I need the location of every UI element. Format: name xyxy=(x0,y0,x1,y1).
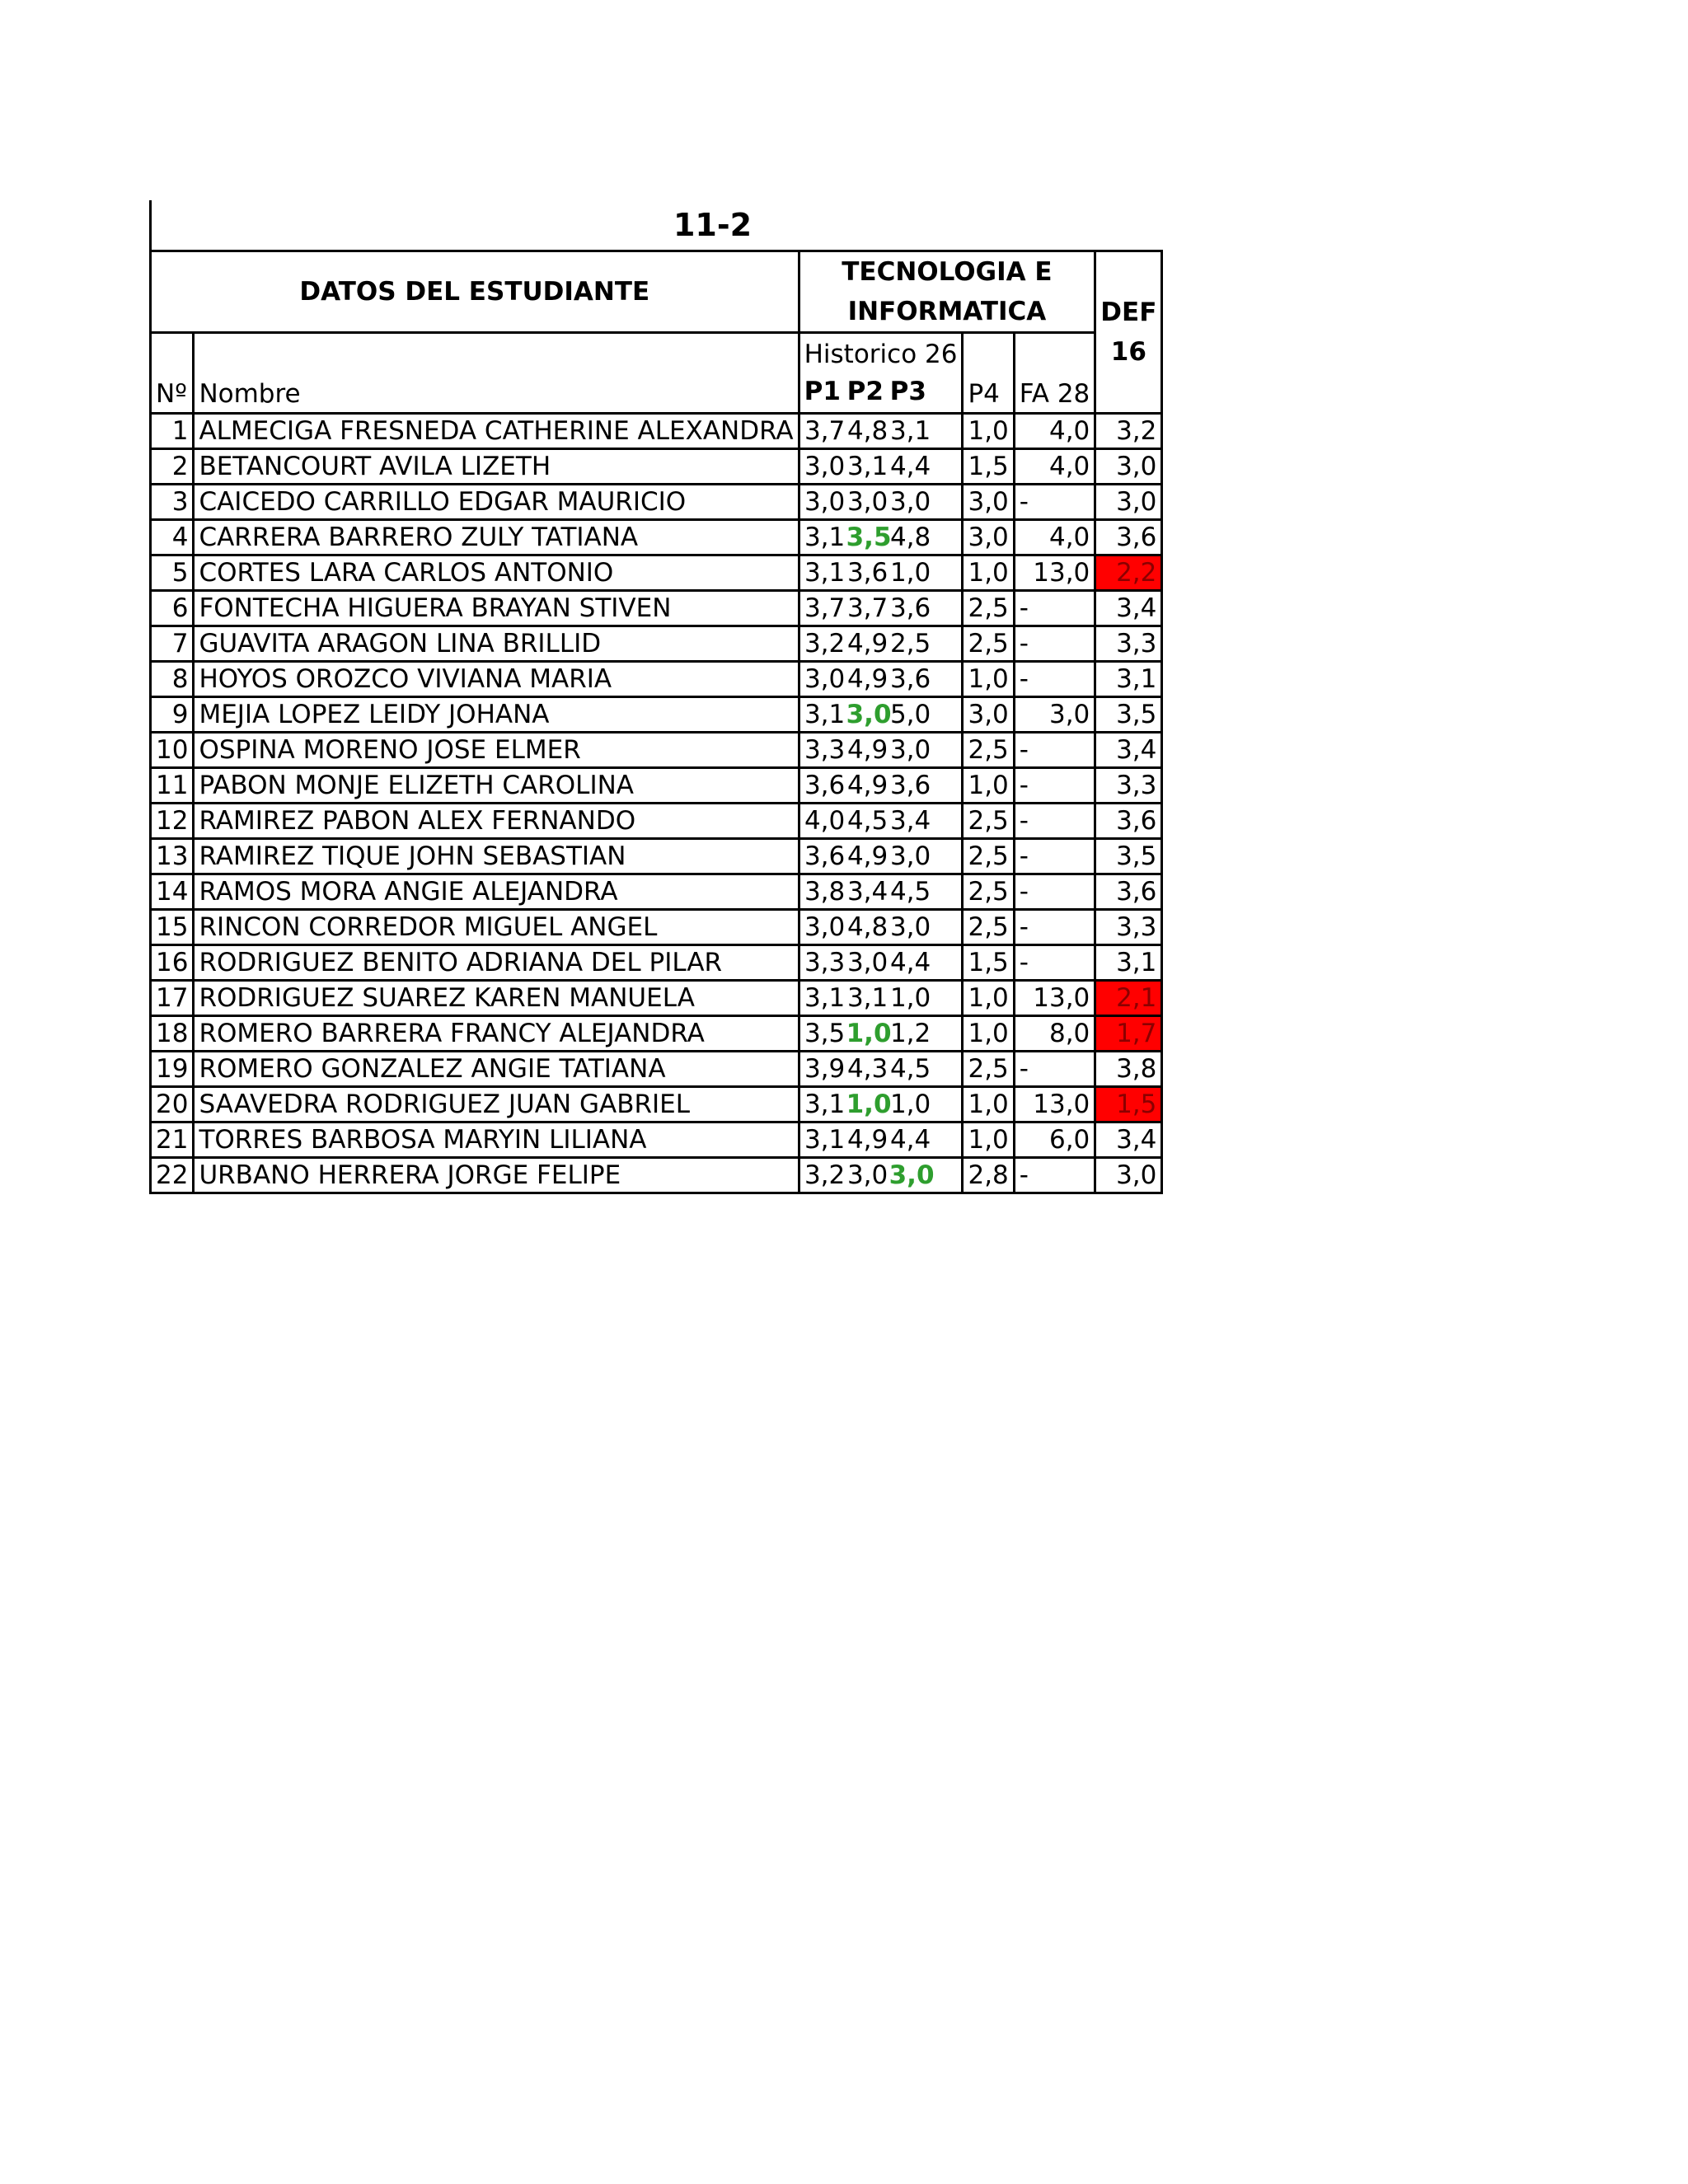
student-number: 19 xyxy=(151,1052,194,1087)
group-title: 11-2 xyxy=(149,200,1273,250)
final-grade: 3,6 xyxy=(1095,874,1162,910)
student-name: RINCON CORREDOR MIGUEL ANGEL xyxy=(194,910,799,945)
student-name: ROMERO BARRERA FRANCY ALEJANDRA xyxy=(194,1016,799,1052)
student-name: RODRIGUEZ BENITO ADRIANA DEL PILAR xyxy=(194,945,799,981)
historic-grades xyxy=(799,626,963,662)
grade-p1: 3,1 xyxy=(804,557,846,588)
final-grade: 1,7 xyxy=(1095,1016,1162,1052)
student-name: ALMECIGA FRESNEDA CATHERINE ALEXANDRA xyxy=(194,414,799,449)
grade-p2: 4,3 xyxy=(846,1053,889,1084)
historic-grades xyxy=(799,1052,963,1087)
student-number: 11 xyxy=(151,768,194,804)
table-row xyxy=(151,804,1162,839)
grade-p4: 1,5 xyxy=(963,449,1014,485)
historic-grades xyxy=(799,874,963,910)
table-row xyxy=(151,874,1162,910)
historic-grades xyxy=(799,555,963,591)
grade-p1: 3,0 xyxy=(804,486,846,517)
p4-header: P4 xyxy=(963,333,1014,414)
student-number: 13 xyxy=(151,839,194,874)
student-name: GUAVITA ARAGON LINA BRILLID xyxy=(194,626,799,662)
student-number: 12 xyxy=(151,804,194,839)
grade-p2: 3,0 xyxy=(846,699,892,729)
final-grade: 3,5 xyxy=(1095,839,1162,874)
absences-fa: 13,0 xyxy=(1014,1087,1095,1122)
student-number: 18 xyxy=(151,1016,194,1052)
grade-p4: 2,5 xyxy=(963,626,1014,662)
student-name: RAMIREZ PABON ALEX FERNANDO xyxy=(194,804,799,839)
grade-p1: 3,0 xyxy=(804,663,846,694)
table-row xyxy=(151,1016,1162,1052)
grade-p2: 3,1 xyxy=(846,451,889,481)
grade-p2: 3,5 xyxy=(846,522,892,552)
student-number: 6 xyxy=(151,591,194,626)
grade-p3: 5,0 xyxy=(889,699,931,729)
grade-p3: 3,0 xyxy=(889,486,931,517)
grade-p3: 4,4 xyxy=(889,947,931,977)
absences-fa: - xyxy=(1014,662,1095,697)
grade-p4: 1,0 xyxy=(963,662,1014,697)
grade-p1: 3,8 xyxy=(804,876,846,907)
grade-p1: 3,7 xyxy=(804,415,846,446)
student-name: RAMOS MORA ANGIE ALEJANDRA xyxy=(194,874,799,910)
final-grade: 3,3 xyxy=(1095,768,1162,804)
grade-p4: 3,0 xyxy=(963,697,1014,733)
student-number: 15 xyxy=(151,910,194,945)
grade-p4: 1,0 xyxy=(963,414,1014,449)
grade-p2: 1,0 xyxy=(846,1018,892,1048)
historic-grades xyxy=(799,733,963,768)
grade-p2: 3,1 xyxy=(846,982,889,1013)
final-grade: 3,6 xyxy=(1095,520,1162,555)
student-number: 4 xyxy=(151,520,194,555)
student-name: CARRERA BARRERO ZULY TATIANA xyxy=(194,520,799,555)
student-number: 7 xyxy=(151,626,194,662)
grade-p2: 3,7 xyxy=(846,593,889,623)
historic-grades xyxy=(799,520,963,555)
student-number: 16 xyxy=(151,945,194,981)
grade-p3: 3,0 xyxy=(889,841,931,871)
grade-p4: 2,5 xyxy=(963,910,1014,945)
grade-p2: 4,9 xyxy=(846,734,889,765)
table-row xyxy=(151,591,1162,626)
grade-p3: 4,4 xyxy=(889,1124,931,1155)
historic-grades xyxy=(799,591,963,626)
final-grade: 3,3 xyxy=(1095,626,1162,662)
table-row xyxy=(151,555,1162,591)
subject-header: TECNOLOGIA E INFORMATICA xyxy=(799,251,1095,333)
period-labels xyxy=(804,376,958,406)
grade-p2: 4,8 xyxy=(846,912,889,942)
historic-grades xyxy=(799,804,963,839)
student-name: SAAVEDRA RODRIGUEZ JUAN GABRIEL xyxy=(194,1087,799,1122)
grade-p3: 4,5 xyxy=(889,1053,931,1084)
grade-p2: 3,0 xyxy=(846,947,889,977)
grade-p3: 3,6 xyxy=(889,770,931,800)
historic-grades xyxy=(799,697,963,733)
table-row xyxy=(151,414,1162,449)
grade-p3: 1,0 xyxy=(889,982,931,1013)
grade-p4: 2,5 xyxy=(963,804,1014,839)
historic-grades xyxy=(799,1016,963,1052)
header-row-1 xyxy=(151,251,1162,333)
final-grade: 3,2 xyxy=(1095,414,1162,449)
grade-p2: 4,9 xyxy=(846,841,889,871)
student-number: 20 xyxy=(151,1087,194,1122)
historic-grades xyxy=(799,1122,963,1158)
grade-p1: 3,0 xyxy=(804,451,846,481)
absences-fa: - xyxy=(1014,874,1095,910)
student-name: TORRES BARBOSA MARYIN LILIANA xyxy=(194,1122,799,1158)
absences-fa: 13,0 xyxy=(1014,981,1095,1016)
absences-fa: - xyxy=(1014,839,1095,874)
absences-fa: 6,0 xyxy=(1014,1122,1095,1158)
grade-p4: 2,5 xyxy=(963,591,1014,626)
absences-fa: - xyxy=(1014,626,1095,662)
student-number: 22 xyxy=(151,1158,194,1193)
student-number: 14 xyxy=(151,874,194,910)
final-grade: 2,1 xyxy=(1095,981,1162,1016)
student-number: 17 xyxy=(151,981,194,1016)
absences-fa: - xyxy=(1014,733,1095,768)
table-row xyxy=(151,449,1162,485)
historic-grades xyxy=(799,981,963,1016)
table-row xyxy=(151,1087,1162,1122)
name-header: Nombre xyxy=(194,333,799,414)
student-name: OSPINA MORENO JOSE ELMER xyxy=(194,733,799,768)
historic-grades xyxy=(799,1087,963,1122)
table-row xyxy=(151,945,1162,981)
grade-p4: 3,0 xyxy=(963,520,1014,555)
student-name: URBANO HERRERA JORGE FELIPE xyxy=(194,1158,799,1193)
grade-p3: 4,5 xyxy=(889,876,931,907)
grades-table xyxy=(149,250,1163,1194)
table-row xyxy=(151,520,1162,555)
grade-p3: 1,0 xyxy=(889,557,931,588)
student-name: HOYOS OROZCO VIVIANA MARIA xyxy=(194,662,799,697)
historico-header xyxy=(799,333,963,414)
final-grade: 3,0 xyxy=(1095,1158,1162,1193)
grade-p4: 2,5 xyxy=(963,733,1014,768)
table-row xyxy=(151,1052,1162,1087)
student-name: BETANCOURT AVILA LIZETH xyxy=(194,449,799,485)
historic-grades xyxy=(799,662,963,697)
absences-fa: - xyxy=(1014,945,1095,981)
absences-fa: 4,0 xyxy=(1014,449,1095,485)
table-row xyxy=(151,768,1162,804)
student-number: 1 xyxy=(151,414,194,449)
grade-p4: 2,8 xyxy=(963,1158,1014,1193)
final-grade: 3,0 xyxy=(1095,485,1162,520)
grade-p1: 3,1 xyxy=(804,1124,846,1155)
grade-p3: 3,0 xyxy=(889,912,931,942)
grade-p3: 3,6 xyxy=(889,593,931,623)
final-grade: 3,3 xyxy=(1095,910,1162,945)
historic-grades xyxy=(799,910,963,945)
grade-p1: 3,0 xyxy=(804,912,846,942)
grade-p1: 3,1 xyxy=(804,1089,846,1119)
grade-p4: 2,5 xyxy=(963,839,1014,874)
absences-fa: - xyxy=(1014,768,1095,804)
historic-grades xyxy=(799,485,963,520)
absences-fa: 13,0 xyxy=(1014,555,1095,591)
no-header: Nº xyxy=(151,333,194,414)
student-name: CAICEDO CARRILLO EDGAR MAURICIO xyxy=(194,485,799,520)
final-grade: 3,1 xyxy=(1095,945,1162,981)
final-grade: 1,5 xyxy=(1095,1087,1162,1122)
historic-grades xyxy=(799,1158,963,1193)
grade-p3: 4,4 xyxy=(889,451,931,481)
grade-p2: 3,4 xyxy=(846,876,889,907)
absences-fa: - xyxy=(1014,1052,1095,1087)
table-row xyxy=(151,981,1162,1016)
final-grade: 3,4 xyxy=(1095,591,1162,626)
student-data-header: DATOS DEL ESTUDIANTE xyxy=(151,251,799,333)
final-grade: 3,1 xyxy=(1095,662,1162,697)
grade-p4: 3,0 xyxy=(963,485,1014,520)
student-number: 2 xyxy=(151,449,194,485)
fa-header: FA 28 xyxy=(1014,333,1095,414)
table-row xyxy=(151,733,1162,768)
grade-p4: 1,0 xyxy=(963,1087,1014,1122)
student-name: CORTES LARA CARLOS ANTONIO xyxy=(194,555,799,591)
grade-p2: 4,9 xyxy=(846,770,889,800)
final-grade: 3,8 xyxy=(1095,1052,1162,1087)
grade-p1: 3,9 xyxy=(804,1053,846,1084)
grade-p2: 4,5 xyxy=(846,805,889,836)
grade-p1: 3,3 xyxy=(804,734,846,765)
absences-fa: - xyxy=(1014,1158,1095,1193)
table-row xyxy=(151,662,1162,697)
student-name: RODRIGUEZ SUAREZ KAREN MANUELA xyxy=(194,981,799,1016)
absences-fa: 4,0 xyxy=(1014,520,1095,555)
grade-p3: 4,8 xyxy=(889,522,931,552)
final-grade: 2,2 xyxy=(1095,555,1162,591)
absences-fa: 3,0 xyxy=(1014,697,1095,733)
grade-p2: 4,9 xyxy=(846,663,889,694)
table-row xyxy=(151,626,1162,662)
grade-p4: 1,0 xyxy=(963,768,1014,804)
final-grade: 3,4 xyxy=(1095,733,1162,768)
historic-grades xyxy=(799,839,963,874)
def-header: DEF 16 xyxy=(1095,251,1162,414)
grade-p4: 2,5 xyxy=(963,874,1014,910)
grade-p2: 3,0 xyxy=(846,486,889,517)
absences-fa: 4,0 xyxy=(1014,414,1095,449)
grade-p1: 3,7 xyxy=(804,593,846,623)
student-number: 9 xyxy=(151,697,194,733)
historic-grades xyxy=(799,768,963,804)
grade-p3: 3,4 xyxy=(889,805,931,836)
grade-p4: 1,0 xyxy=(963,981,1014,1016)
historico-label: Historico 26 xyxy=(804,339,958,369)
grade-p1: 3,2 xyxy=(804,628,846,658)
absences-fa: - xyxy=(1014,485,1095,520)
grade-p4: 1,0 xyxy=(963,1122,1014,1158)
grade-p1: 3,6 xyxy=(804,770,846,800)
final-grade: 3,5 xyxy=(1095,697,1162,733)
grade-p2: 3,6 xyxy=(846,557,889,588)
grade-p2: 3,0 xyxy=(846,1160,889,1190)
final-grade: 3,0 xyxy=(1095,449,1162,485)
p3-header: P3 xyxy=(889,376,926,406)
historic-grades xyxy=(799,449,963,485)
grade-p3: 3,0 xyxy=(889,1160,935,1190)
absences-fa: - xyxy=(1014,804,1095,839)
grade-p3: 3,1 xyxy=(889,415,931,446)
student-number: 3 xyxy=(151,485,194,520)
grade-p4: 2,5 xyxy=(963,1052,1014,1087)
absences-fa: - xyxy=(1014,591,1095,626)
final-grade: 3,6 xyxy=(1095,804,1162,839)
grade-p1: 3,1 xyxy=(804,982,846,1013)
grade-p2: 1,0 xyxy=(846,1089,892,1119)
student-name: PABON MONJE ELIZETH CAROLINA xyxy=(194,768,799,804)
grade-p4: 1,0 xyxy=(963,1016,1014,1052)
grade-p3: 2,5 xyxy=(889,628,931,658)
grade-p4: 1,5 xyxy=(963,945,1014,981)
student-name: MEJIA LOPEZ LEIDY JOHANA xyxy=(194,697,799,733)
student-number: 10 xyxy=(151,733,194,768)
grade-p3: 1,0 xyxy=(889,1089,931,1119)
table-row xyxy=(151,485,1162,520)
grade-p1: 3,6 xyxy=(804,841,846,871)
header-row-2 xyxy=(151,333,1162,414)
p2-header: P2 xyxy=(846,376,884,406)
grade-p2: 4,8 xyxy=(846,415,889,446)
student-name: ROMERO GONZALEZ ANGIE TATIANA xyxy=(194,1052,799,1087)
table-row xyxy=(151,910,1162,945)
student-name: RAMIREZ TIQUE JOHN SEBASTIAN xyxy=(194,839,799,874)
grade-p3: 3,6 xyxy=(889,663,931,694)
student-number: 8 xyxy=(151,662,194,697)
grade-p4: 1,0 xyxy=(963,555,1014,591)
grade-p2: 4,9 xyxy=(846,628,889,658)
grade-p1: 3,2 xyxy=(804,1160,846,1190)
grade-p3: 3,0 xyxy=(889,734,931,765)
historic-grades xyxy=(799,414,963,449)
grade-p1: 3,1 xyxy=(804,522,846,552)
grade-p1: 3,3 xyxy=(804,947,846,977)
grade-p1: 3,5 xyxy=(804,1018,846,1048)
student-number: 5 xyxy=(151,555,194,591)
table-row xyxy=(151,697,1162,733)
grade-p3: 1,2 xyxy=(889,1018,931,1048)
table-row xyxy=(151,1158,1162,1193)
absences-fa: 8,0 xyxy=(1014,1016,1095,1052)
absences-fa: - xyxy=(1014,910,1095,945)
historic-grades xyxy=(799,945,963,981)
grade-p1: 4,0 xyxy=(804,805,846,836)
grade-p2: 4,9 xyxy=(846,1124,889,1155)
student-name: FONTECHA HIGUERA BRAYAN STIVEN xyxy=(194,591,799,626)
grade-p1: 3,1 xyxy=(804,699,846,729)
table-row xyxy=(151,839,1162,874)
p1-header: P1 xyxy=(804,376,841,406)
student-number: 21 xyxy=(151,1122,194,1158)
final-grade: 3,4 xyxy=(1095,1122,1162,1158)
table-row xyxy=(151,1122,1162,1158)
